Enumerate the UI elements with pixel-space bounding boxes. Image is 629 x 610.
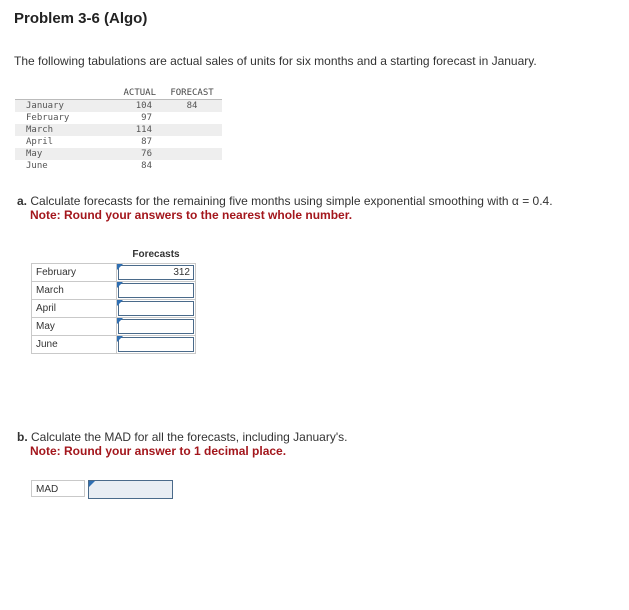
forecast-month-label: March: [32, 282, 117, 300]
forecast-input-february[interactable]: 312: [118, 265, 194, 280]
forecast-cell: [162, 160, 222, 172]
forecast-cell: 84: [162, 100, 222, 113]
table-row: [15, 100, 222, 113]
forecast-cell-june: [117, 336, 196, 354]
table-row: [32, 264, 196, 282]
forecast-cell: [162, 112, 222, 124]
forecast-cell: [162, 136, 222, 148]
forecast-cell-march: [117, 282, 196, 300]
question-b-text: Calculate the MAD for all the forecasts, including January's.: [31, 430, 348, 444]
forecast-cell-may: [117, 318, 196, 336]
table-row: [15, 112, 222, 124]
page-title: Problem 3-6 (Algo): [14, 10, 148, 27]
forecast-month-label: April: [32, 300, 117, 318]
forecast-cell-april: [117, 300, 196, 318]
mad-label: MAD: [31, 480, 85, 497]
question-a: [17, 194, 553, 208]
forecast-month-label: February: [32, 264, 117, 282]
forecast-input-june[interactable]: [118, 337, 194, 352]
intro-text: The following tabulations are actual sales of units for six months and a starting forecast in January.: [14, 54, 537, 68]
table-row: [15, 124, 222, 136]
input-marker-icon: [117, 318, 123, 324]
table-row: [15, 148, 222, 160]
question-b: [17, 430, 347, 444]
forecasts-grid-header-row: [32, 246, 196, 264]
table-row: [32, 282, 196, 300]
forecast-column-header: FORECAST: [162, 87, 222, 100]
forecast-input-march[interactable]: [118, 283, 194, 298]
month-column-header: [15, 87, 104, 100]
forecast-input-may[interactable]: [118, 319, 194, 334]
question-a-text: Calculate forecasts for the remaining five months using simple exponential smoothing with α = 0.4.: [30, 194, 553, 208]
actual-cell: 76: [104, 148, 162, 160]
actual-cell: 104: [104, 100, 162, 113]
question-a-note: Note: Round your answers to the nearest whole number.: [30, 208, 353, 222]
input-marker-icon: [117, 282, 123, 288]
actual-cell: 114: [104, 124, 162, 136]
month-cell: May: [15, 148, 104, 160]
actual-cell: 87: [141, 137, 152, 147]
forecast-month-label: May: [32, 318, 117, 336]
input-marker-icon: [117, 300, 123, 306]
forecast-cell-february: [117, 264, 196, 282]
question-b-label: b.: [17, 430, 28, 444]
table-row: [32, 300, 196, 318]
table-row: [15, 136, 222, 148]
forecasts-grid: [31, 246, 196, 354]
month-cell: March: [15, 124, 104, 136]
question-b-note: Note: Round your answer to 1 decimal place.: [30, 444, 287, 458]
input-marker-icon: [117, 336, 123, 342]
question-a-label: a.: [17, 194, 28, 208]
sales-table: [15, 87, 222, 172]
actual-cell: 84: [141, 161, 152, 171]
actual-cell: 97: [141, 113, 152, 123]
grid-corner: [32, 246, 117, 264]
mad-input[interactable]: [88, 480, 173, 499]
month-cell: January: [15, 100, 104, 113]
month-cell: June: [26, 161, 48, 171]
table-header-row: [15, 87, 222, 100]
table-row: [15, 160, 222, 172]
forecast-input-april[interactable]: [118, 301, 194, 316]
month-cell: April: [26, 137, 54, 147]
table-row: [32, 318, 196, 336]
table-row: [32, 336, 196, 354]
forecasts-header: Forecasts: [132, 249, 180, 260]
actual-column-header: ACTUAL: [104, 87, 162, 100]
forecast-cell: [162, 124, 222, 136]
month-cell: February: [26, 113, 70, 123]
forecast-cell: [162, 148, 222, 160]
forecast-month-label: June: [32, 336, 117, 354]
input-marker-icon: [117, 264, 123, 270]
input-marker-icon: [89, 481, 95, 487]
